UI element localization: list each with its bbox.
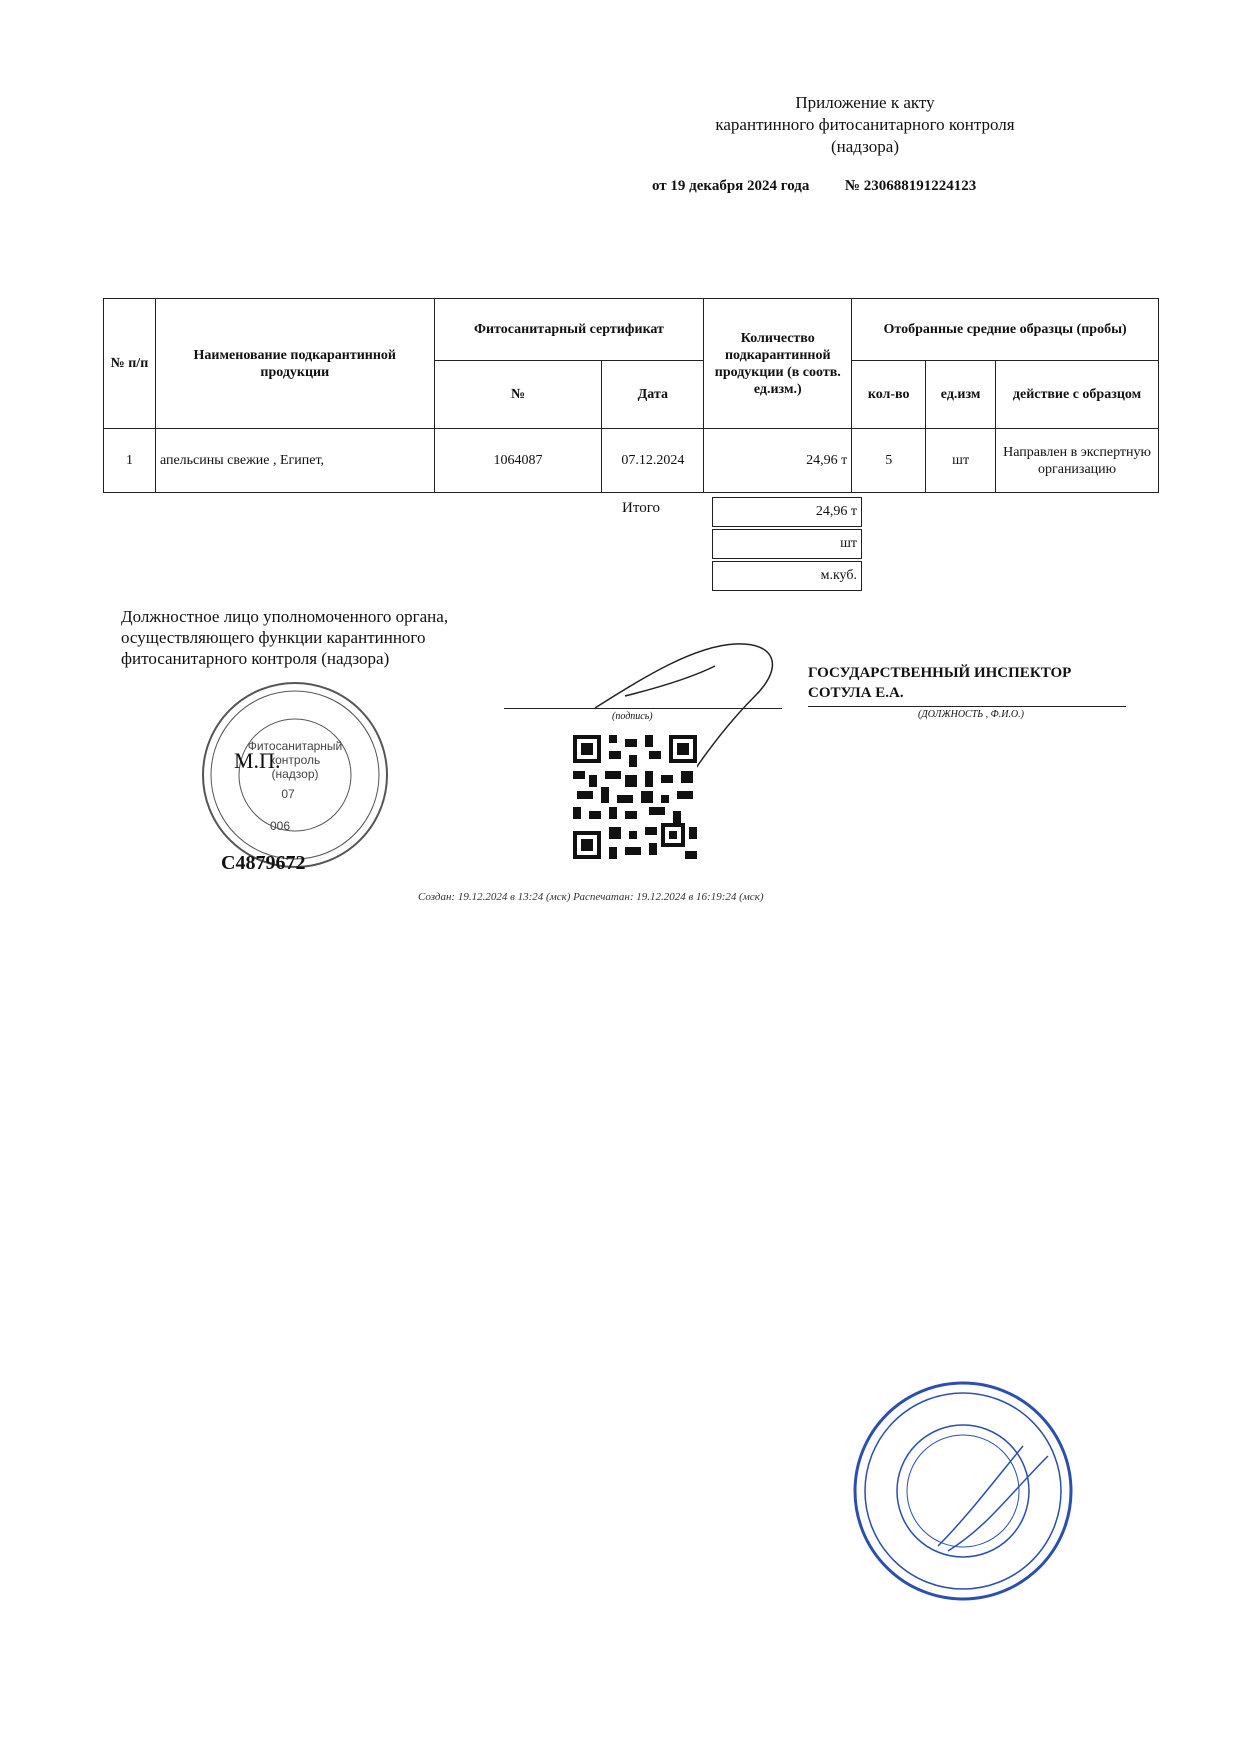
official-line-1: Должностное лицо уполномоченного органа, [121,607,449,626]
official-line-3: фитосанитарного контроля (надзора) [121,649,390,668]
total-tonnes: 24,96 т [712,497,862,527]
stamp-inner-4: 07 [281,787,295,801]
row-cert-date: 07.12.2024 [602,429,704,493]
mp-label: М.П. [234,748,281,773]
appendix-subtitle: карантинного фитосанитарного контроля [715,115,1015,134]
inspector-block [808,663,1071,703]
header-quantity: Количество подкарантинной продукции (в соотв. ед.изм.) [704,299,852,429]
row-sample-qty: 5 [852,429,926,493]
row-quantity: 24,96 т [704,429,852,493]
act-date-number [652,178,976,195]
total-volume: м.куб. [712,561,862,591]
inspector-name: СОТУЛА Е.А. [808,685,904,701]
act-number: № 230688191224123 [844,178,977,194]
stamp-serial: С4879672 [221,852,306,874]
row-num: 1 [104,429,156,493]
official-line-2: осуществляющего функции карантинного [121,628,426,647]
header-sample-action: действие с образцом [996,361,1159,429]
appendix-subtitle-2: (надзора) [831,137,899,156]
stamp-inner-3: (надзор) [271,767,319,781]
act-date: от 19 декабря 2024 года [652,178,810,194]
appendix-title: Приложение к акту [795,93,935,112]
qr-code [573,735,697,859]
signature-line [504,708,782,709]
header-cert-num: № [434,361,602,429]
header-sample-qty: кол-во [852,361,926,429]
total-pieces: шт [712,529,862,559]
header-samples: Отобранные средние образцы (пробы) [852,299,1159,361]
row-sample-unit: шт [926,429,996,493]
fss-stamp [180,680,410,870]
stamp-inner-5: 006 [269,819,291,833]
stamp-inner-1: Фитосанитарный [247,739,343,753]
products-table [103,298,1159,493]
header-product: Наименование подкарантинной продукции [155,299,434,429]
header-sample-unit: ед.изм [926,361,996,429]
position-line [808,706,1126,707]
company-stamp [848,1376,1078,1606]
header-certificate: Фитосанитарный сертификат [434,299,704,361]
inspector-title: ГОСУДАРСТВЕННЫЙ ИНСПЕКТОР [808,665,1072,681]
header-num: № п/п [104,299,156,429]
row-sample-action: Направлен в экспертную организацию [996,429,1159,493]
table-row [104,429,1159,493]
row-cert-num: 1064087 [434,429,602,493]
header-cert-date: Дата [602,361,704,429]
position-label: (ДОЛЖНОСТЬ , Ф.И.О.) [918,709,1024,720]
print-footer: Создан: 19.12.2024 в 13:24 (мск) Распечатан: 19.12.2024 в 16:19:24 (мск) [418,891,764,903]
signature-label: (подпись) [612,711,653,722]
official-block [121,606,448,669]
row-product: апельсины свежие , Египет, [155,429,434,493]
total-label: Итого [622,500,660,516]
stamp-inner-2: контроль [269,753,321,767]
